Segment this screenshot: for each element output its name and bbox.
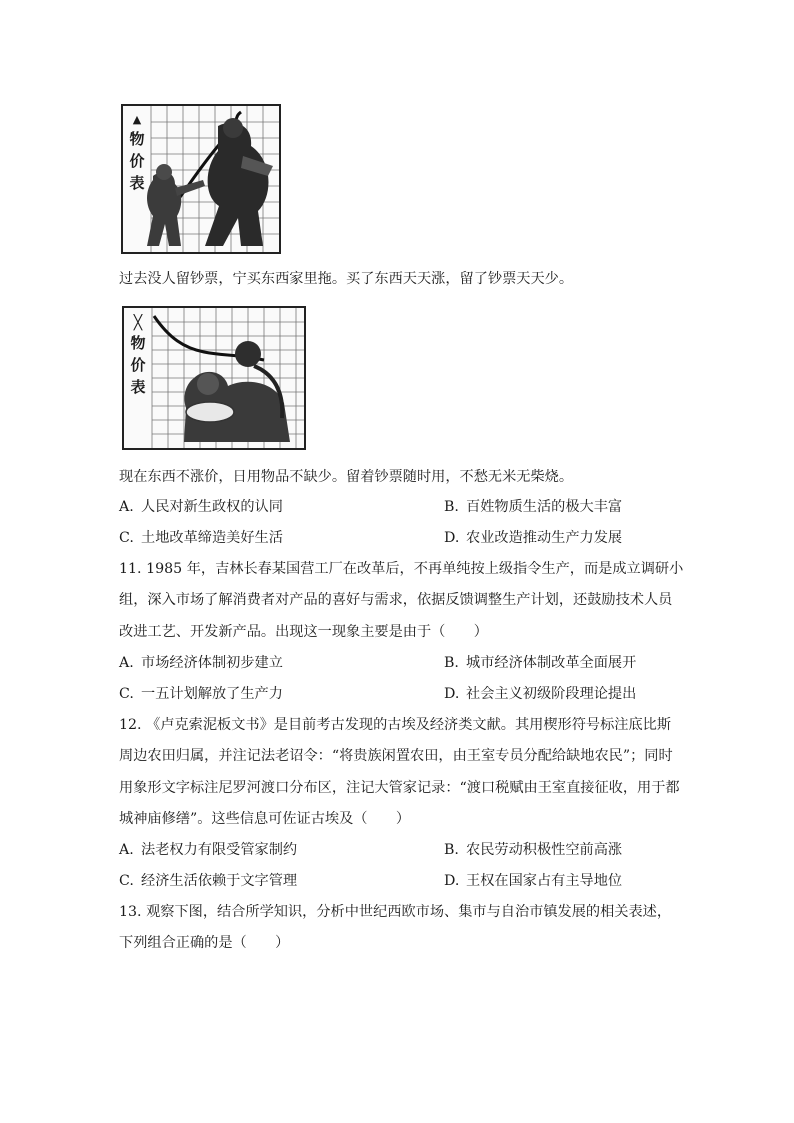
- q10-option-b: [444, 497, 622, 517]
- option-text: 王权在国家占有主导地位: [466, 873, 623, 889]
- cartoon2-char: 表: [130, 378, 146, 396]
- cartoon-stable-prices: [122, 306, 306, 450]
- q11-option-c: [119, 684, 283, 704]
- q11-stem-line: 改进工艺、开发新产品。出现这一现象主要是由于（ ）: [119, 624, 488, 640]
- option-letter: C.: [119, 873, 134, 889]
- q13-stem-line: 13. 观察下图，结合所学知识，分析中世纪西欧市场、集市与自治市镇发展的相关表述，: [119, 904, 672, 920]
- option-text: 农业改造推动生产力发展: [466, 530, 623, 546]
- cartoon1-char: 价: [129, 152, 145, 170]
- q11-option-b: [444, 653, 636, 673]
- q12-stem-line: 城神庙修缮”。这些信息可佐证古埃及（ ）: [119, 811, 411, 827]
- q11-option-a: [119, 653, 283, 673]
- option-text: 一五计划解放了生产力: [141, 686, 283, 702]
- q12-stem-line: 用象形文字标注尼罗河渡口分布区，注记大管家记录：“渡口税赋由王室直接征收，用于都: [119, 780, 680, 796]
- option-text: 经济生活依赖于文字管理: [141, 873, 298, 889]
- cartoon-stable-prices-drawing: [124, 308, 304, 448]
- option-letter: A.: [119, 842, 134, 858]
- cartoon1-char: 表: [129, 174, 145, 192]
- q11-stem-line: 组，深入市场了解消费者对产品的喜好与需求，依据反馈调整生产计划，还鼓励技术人员: [119, 592, 673, 608]
- option-text: 社会主义初级阶段理论提出: [466, 686, 637, 702]
- cartoon1-char: 物: [129, 130, 145, 148]
- cartoon2-label: [128, 314, 148, 398]
- option-text: 人民对新生政权的认同: [141, 499, 283, 515]
- q12-option-a: [119, 840, 297, 860]
- q12-option-b: [444, 840, 622, 860]
- q11-option-d: [444, 684, 636, 704]
- option-text: 农民劳动积极性空前高涨: [466, 842, 623, 858]
- q12-stem-line: 周边农田归属，并注记法老诏令：“将贵族闲置农田，由王室专员分配给缺地农民”；同时: [119, 748, 673, 764]
- option-text: 百姓物质生活的极大丰富: [466, 499, 623, 515]
- option-letter: D.: [444, 686, 460, 702]
- option-letter: D.: [444, 530, 460, 546]
- q11-stem-line: 11. 1985 年，吉林长春某国营工厂在改革后，不再单纯按上级指令生产，而是成立调研小: [119, 561, 684, 577]
- q10-option-c: [119, 528, 283, 548]
- option-text: 法老权力有限受管家制约: [141, 842, 298, 858]
- option-text: 市场经济体制初步建立: [141, 655, 283, 671]
- q12-stem-line: 12. 《卢克索泥板文书》是目前考古发现的古埃及经济类文献。其用楔形符号标注底比斯: [119, 717, 672, 733]
- option-letter: B.: [444, 842, 459, 858]
- cartoon2-char: 价: [130, 356, 146, 374]
- cartoon1-label: [127, 112, 147, 194]
- option-letter: C.: [119, 686, 134, 702]
- option-letter: B.: [444, 655, 459, 671]
- q12-option-d: [444, 871, 622, 891]
- option-letter: B.: [444, 499, 459, 515]
- caption-2: 现在东西不涨价，日用物品不缺少。留着钞票随时用，不愁无米无柴烧。: [119, 469, 574, 485]
- q13-stem-line: 下列组合正确的是（ ）: [119, 935, 290, 951]
- triangle-mark-icon: ▲: [132, 113, 142, 126]
- option-letter: C.: [119, 530, 134, 546]
- cartoon2-char: 物: [130, 334, 146, 352]
- q12-option-c: [119, 871, 297, 891]
- cartoon-rising-prices: [121, 104, 281, 254]
- q10-option-d: [444, 528, 622, 548]
- option-text: 城市经济体制改革全面展开: [466, 655, 637, 671]
- option-letter: A.: [119, 655, 134, 671]
- option-text: 土地改革缔造美好生活: [141, 530, 283, 546]
- cross-mark-icon: ╳: [133, 315, 143, 331]
- q10-option-a: [119, 497, 283, 517]
- option-letter: D.: [444, 873, 460, 889]
- option-letter: A.: [119, 499, 134, 515]
- caption-1: 过去没人留钞票，宁买东西家里拖。买了东西天天涨，留了钞票天天少。: [119, 271, 574, 287]
